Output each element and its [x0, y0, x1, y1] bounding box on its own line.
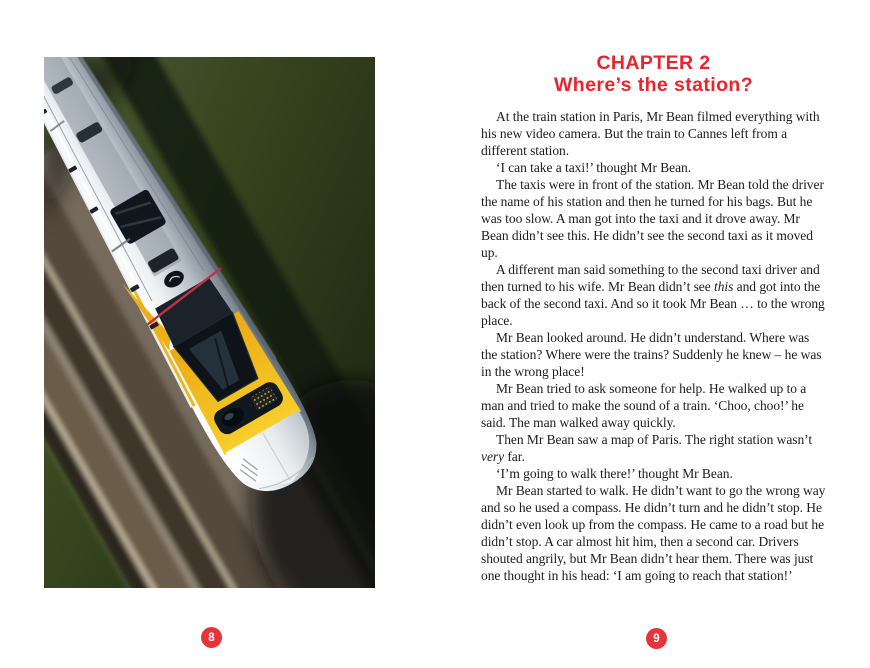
body-paragraph: At the train station in Paris, Mr Bean filmed everything with his new video camera. But the train to Cannes left from a different station. [481, 109, 820, 158]
train-photo-art [44, 57, 375, 588]
body-paragraph: The taxis were in front of the station. Mr Bean told the driver the name of his station and then he turned for his bags. But he was too slow. A man got into the taxi and it drove away. Mr Bean didn’t see this. He didn’t see the second taxi as it moved up. [481, 177, 824, 260]
body-paragraph: ‘I can take a taxi!’ thought Mr Bean. [496, 160, 692, 175]
body-paragraph: ‘I’m going to walk there!’ thought Mr Bean. [496, 466, 733, 481]
chapter-heading: CHAPTER 2 [596, 52, 711, 74]
train-photo [44, 57, 375, 588]
chapter-title: Where’s the station? [553, 74, 754, 96]
body-paragraph: Mr Bean started to walk. He didn’t want to go the wrong way and so he used a compass. He didn’t turn and he didn’t stop. He didn’t even look up from the compass. He came to a road but he didn’t stop. A car almost hit him, then a second car. Drivers shouted angrily, but Mr Bean didn’t hear them. There was just one thought in his head: ‘I am going to reach that station!’ [481, 483, 826, 583]
body-paragraph: Mr Bean tried to ask someone for help. He walked up to a man and tried to make the sound of a train. ‘Choo, choo!’ he said. The man walked away quickly. [481, 381, 807, 430]
body-paragraph: Then Mr Bean saw a map of Paris. The right station wasn’t very far. [481, 432, 813, 464]
body-paragraph: Mr Bean looked around. He didn’t understand. Where was the station? Where were the trains? Suddenly he knew – he was in the wrong place! [481, 330, 822, 379]
page-number-left: 8 [201, 627, 222, 648]
body-paragraph: A different man said something to the second taxi driver and then turned to his wife. Mr Bean didn’t see this and got into the back of the second taxi. And so it took Mr Bean … to the wrong place. [481, 262, 825, 328]
chapter-body [481, 108, 826, 584]
page-number-right: 9 [646, 628, 667, 649]
chapter-text-column [481, 52, 826, 584]
